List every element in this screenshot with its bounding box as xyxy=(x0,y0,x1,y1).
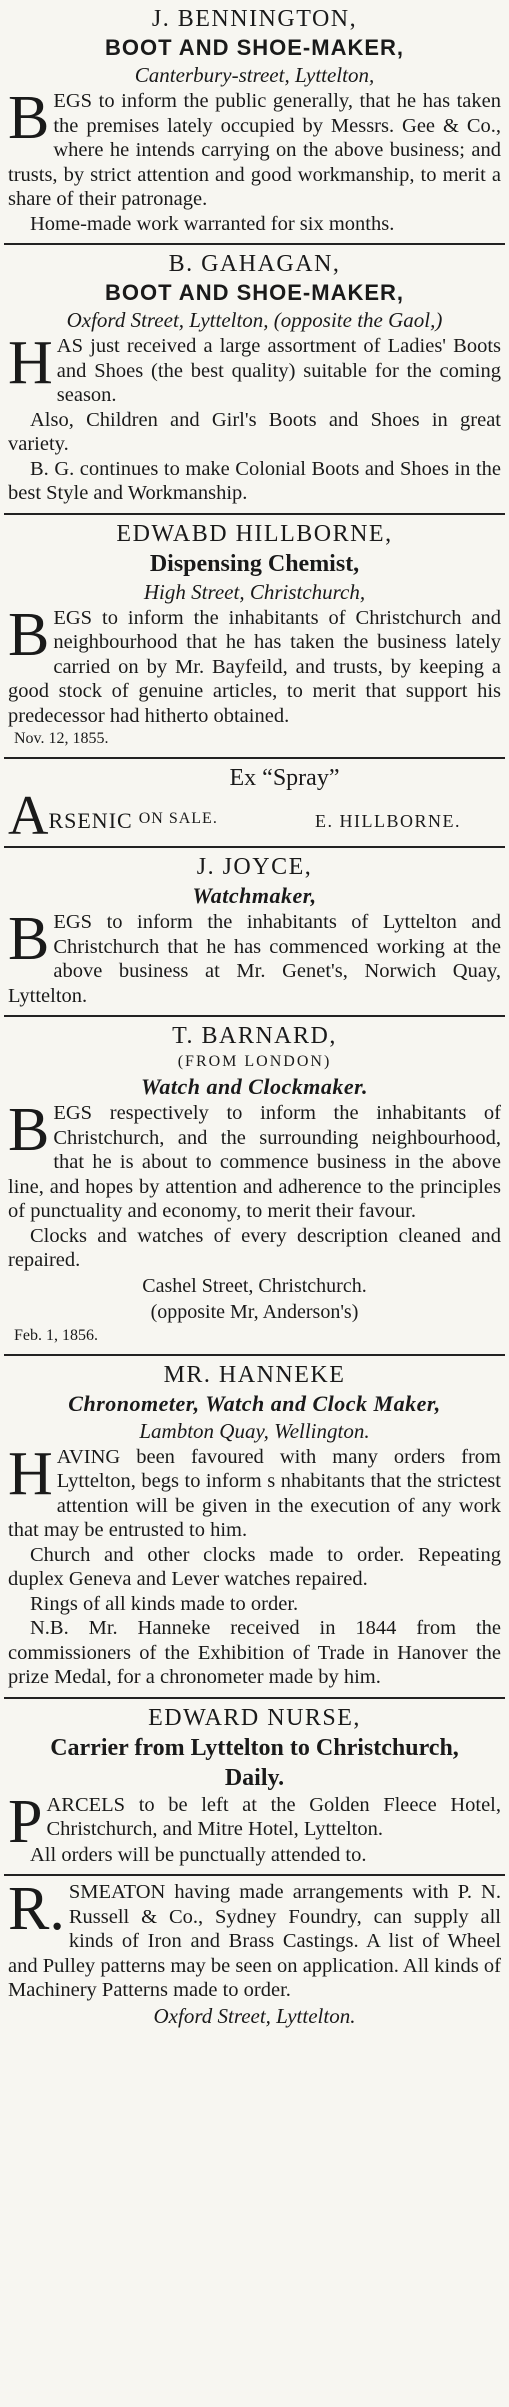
closing-line: Home-made work warranted for six months. xyxy=(30,212,395,235)
trade-heading: Watch and Clockmaker. xyxy=(140,1074,369,1099)
ad-nurse xyxy=(4,1699,505,1877)
arsenic-word: RSENIC xyxy=(48,808,133,833)
origin-note: (FROM LONDON) xyxy=(177,1053,332,1070)
drop-cap: B xyxy=(8,1096,50,1164)
trade-heading: Dispensing Chemist, xyxy=(149,550,360,577)
drop-cap: R. xyxy=(8,1875,65,1943)
ad-smeaton xyxy=(4,1876,505,2037)
trade-heading: Carrier from Lyttelton to Christchurch, xyxy=(50,1734,459,1761)
arsenic-title: Ex “Spray” xyxy=(229,765,340,791)
ad-joyce xyxy=(4,848,505,1017)
advertiser-name: EDWABD HILLBORNE, xyxy=(116,520,393,547)
ad-hanneke xyxy=(4,1356,505,1699)
ad-paragraph: B. G. continues to make Colonial Boots and Shoes in the best Style and Workmanship. xyxy=(8,457,501,504)
ad-paragraph: All orders will be punctually attended to. xyxy=(30,1843,367,1866)
drop-cap: B xyxy=(8,600,50,669)
ad-body-text: ARCELS to be left at the Golden Fleece Hotel, Christchurch, and Mitre Hotel, Lyttelton. xyxy=(46,1793,501,1840)
arsenic-line xyxy=(8,785,501,847)
ad-body xyxy=(8,84,501,212)
business-address: Oxford Street, Lyttelton. xyxy=(153,2003,356,2028)
ad-paragraph: Clocks and watches of every description cleaned and repaired. xyxy=(8,1224,501,1271)
ad-hillborne xyxy=(4,515,505,760)
ad-arsenic xyxy=(4,759,505,848)
on-sale-label: ON SALE. xyxy=(138,810,218,827)
ad-body-text: AVING been favoured with many orders from Lyttelton, begs to inform s nhabitants that the strictest attention will be given in the execution of any work that may be entrusted to him. xyxy=(8,1445,501,1541)
drop-cap: B xyxy=(8,905,50,973)
ad-paragraph: Also, Children and Girl's Boots and Shoes in great variety. xyxy=(8,408,501,455)
ad-body-text: EGS to inform the inhabitants of Christchurch and neighbourhood that he has taken the business lately carried on by Mr. Bayfeild, and trusts, by keeping a good stock of genuine articles, to merit that support his predecessor had hitherto obtained. xyxy=(8,606,501,727)
trade-heading-frequency: Daily. xyxy=(224,1764,285,1791)
ad-bennington xyxy=(4,0,505,245)
ad-date: Nov. 12, 1855. xyxy=(14,730,109,747)
business-address: High Street, Christchurch, xyxy=(143,579,366,604)
ad-body-text: AS just received a large assortment of Ladies' Boots and Shoes (the best quality) suitable for the coming season. xyxy=(56,335,501,406)
advertiser-name: MR. HANNEKE xyxy=(163,1361,346,1388)
ad-body-text: EGS respectively to inform the inhabitants of Christchurch, and the surrounding neighbourhood, that he is about to commence business in the above line, and hopes by attention and adherence to the principles of punctuality and economy, to merit their favour. xyxy=(8,1102,501,1222)
advertiser-name: J. BENNINGTON, xyxy=(151,6,358,32)
advertiser-name: T. BARNARD, xyxy=(172,1023,337,1049)
ad-body xyxy=(8,1439,501,1543)
trade-heading: BOOT AND SHOE-MAKER, xyxy=(104,35,405,60)
ad-gahagan xyxy=(4,245,505,515)
ad-body xyxy=(8,600,501,729)
advertiser-name: J. JOYCE, xyxy=(196,854,313,880)
ad-body xyxy=(8,329,501,408)
ad-body xyxy=(8,1096,501,1224)
business-address: Canterbury-street, Lyttelton, xyxy=(134,63,375,87)
trade-heading: Chronometer, Watch and Clock Maker, xyxy=(68,1390,441,1416)
drop-cap: B xyxy=(8,84,50,152)
ad-body-text: EGS to inform the public generally, that he has taken the premises lately occupied by Messrs. Gee & Co., where he intends carrying on the above business; and trusts, by strict attention and good workmanship, to merit a share of their patronage. xyxy=(8,90,501,210)
drop-cap: H xyxy=(8,1439,53,1508)
ad-paragraph: Church and other clocks made to order. Repeating duplex Geneva and Lever watches repaired. xyxy=(8,1543,501,1590)
trade-heading: BOOT AND SHOE-MAKER, xyxy=(104,280,405,305)
trade-heading: Watchmaker, xyxy=(192,883,317,908)
advertiser-name: B. GAHAGAN, xyxy=(168,251,341,277)
ad-body-text: EGS to inform the inhabitants of Lyttelton and Christchurch that he has commenced working at the above business at Mr. Genet's, Norwich Quay, Lyttelton. xyxy=(8,911,501,1007)
ad-paragraph: Rings of all kinds made to order. xyxy=(30,1592,299,1615)
drop-cap: A xyxy=(8,785,49,847)
advertiser-name: EDWARD NURSE, xyxy=(148,1704,361,1731)
ad-paragraph: N.B. Mr. Hanneke received in 1844 from the commissioners of the Exhibition of Trade in Hanover the prize Medal, for a chronometer made by him. xyxy=(8,1617,501,1688)
ad-barnard xyxy=(4,1017,505,1356)
business-address: Cashel Street, Christchurch. xyxy=(142,1274,367,1297)
drop-cap: H xyxy=(8,329,53,397)
ad-body-text: SMEATON having made arrangements with P. N. Russell & Co., Sydney Foundry, can supply all kinds of Iron and Brass Castings. A list of Wheel and Pulley patterns may be seen on application. All kinds of Machinery Patterns made to order. xyxy=(8,1881,501,2001)
business-address: Lambton Quay, Wellington. xyxy=(139,1418,370,1443)
ad-body xyxy=(8,905,501,1008)
ad-date: Feb. 1, 1856. xyxy=(14,1326,98,1344)
business-address: Oxford Street, Lyttelton, (opposite the Gaol,) xyxy=(66,308,443,332)
ad-body xyxy=(8,1875,501,2003)
drop-cap: P xyxy=(8,1787,43,1856)
business-address-note: (opposite Mr, Anderson's) xyxy=(150,1300,359,1323)
ad-signature: E. HILLBORNE. xyxy=(315,811,461,831)
